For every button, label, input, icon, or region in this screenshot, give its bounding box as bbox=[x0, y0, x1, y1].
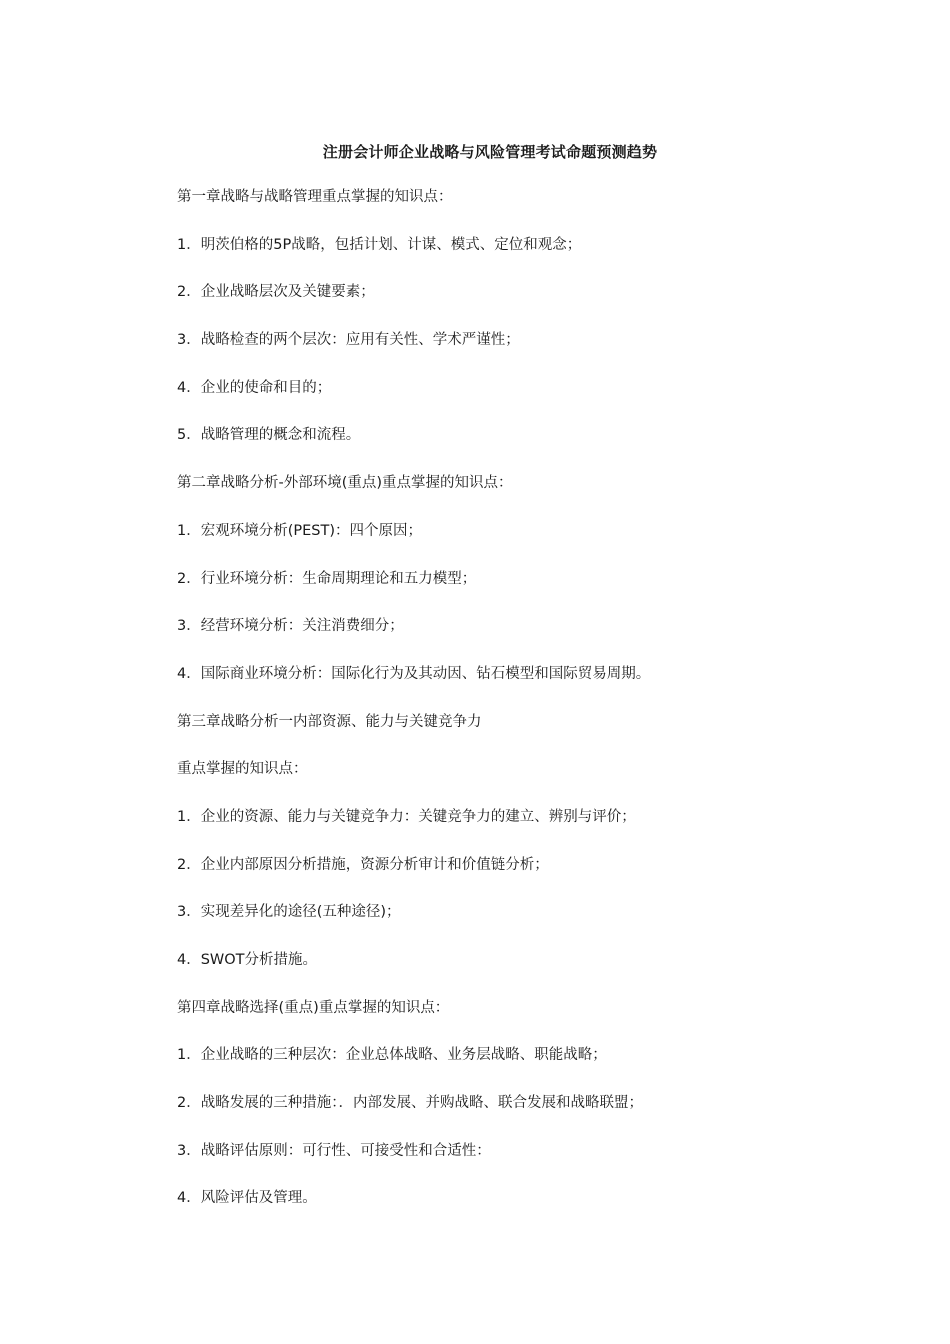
body-line: 2．企业战略层次及关键要素； bbox=[177, 284, 375, 301]
document-title: 注册会计师企业战略与风险管理考试命题预测趋势 bbox=[322, 143, 658, 161]
body-line: 3．战略评估原则：可行性、可接受性和合适性： bbox=[177, 1142, 491, 1159]
body-line: 1．企业的资源、能力与关键竞争力：关键竞争力的建立、辨别与评价； bbox=[177, 808, 636, 825]
body-line: 2．战略发展的三种措施：．内部发展、并购战略、联合发展和战略联盟； bbox=[177, 1095, 643, 1112]
body-line: 第三章战略分析一内部资源、能力与关键竞争力 bbox=[177, 713, 482, 730]
body-line: 4．国际商业环境分析：国际化行为及其动因、钻石模型和国际贸易周期。 bbox=[177, 665, 651, 682]
body-line: 第一章战略与战略管理重点掌握的知识点： bbox=[177, 189, 453, 205]
body-line: 4．企业的使命和目的； bbox=[177, 379, 332, 396]
body-line: 2．行业环境分析：生命周期理论和五力模型； bbox=[177, 570, 477, 587]
body-line: 重点掌握的知识点： bbox=[177, 761, 308, 778]
body-line: 1．宏观环境分析(PEST)：四个原因； bbox=[177, 522, 423, 539]
body-line: 第四章战略选择(重点)重点掌握的知识点： bbox=[177, 999, 450, 1016]
body-line: 3．战略检查的两个层次：应用有关性、学术严谨性； bbox=[177, 332, 520, 349]
body-line: 4．SWOT分析措施。 bbox=[177, 952, 318, 968]
body-line: 1．企业战略的三种层次：企业总体战略、业务层战略、职能战略； bbox=[177, 1047, 607, 1064]
body-line: 2．企业内部原因分析措施，资源分析审计和价值链分析； bbox=[177, 856, 549, 873]
body-line: 第二章战略分析-外部环境(重点)重点掌握的知识点： bbox=[177, 475, 513, 492]
body-line: 5．战略管理的概念和流程。 bbox=[177, 427, 361, 444]
body-line: 3．实现差异化的途径(五种途径)； bbox=[177, 904, 401, 921]
document-body bbox=[177, 186, 877, 1235]
body-line: 4．风险评估及管理。 bbox=[177, 1190, 317, 1207]
body-line: 1．明茨伯格的5P战略，包括计划、计谋、模式、定位和观念； bbox=[177, 236, 582, 253]
body-line: 3．经营环境分析：关注消费细分； bbox=[177, 618, 404, 635]
